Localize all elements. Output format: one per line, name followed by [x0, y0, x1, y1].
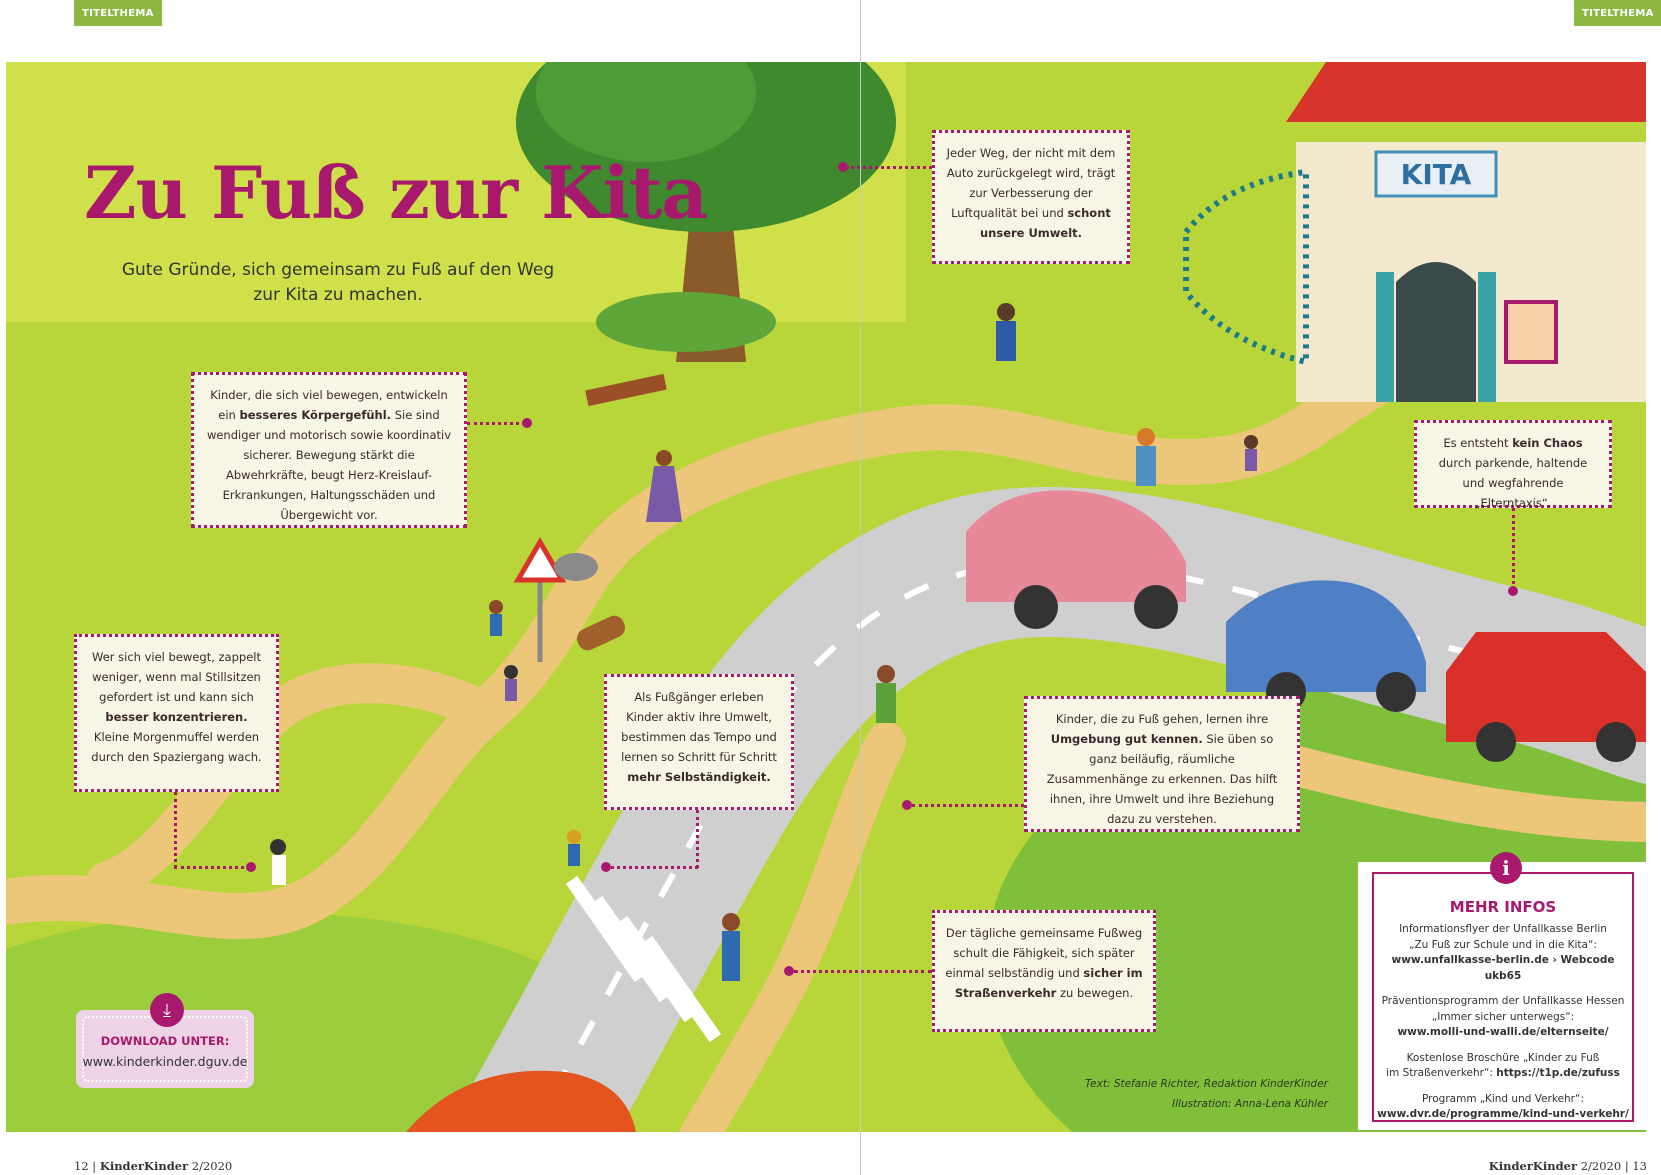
entry-link[interactable]: www.unfallkasse-berlin.de › Webcode ukb65 [1391, 954, 1615, 982]
entry-link[interactable]: https://t1p.de/zufuss [1496, 1067, 1620, 1079]
kita-door [1396, 262, 1476, 402]
page-subtitle: Gute Gründe, sich gemeinsam zu Fuß auf den Weg zur Kita zu machen. [121, 260, 555, 305]
fact-highlight: mehr Selbständigkeit. [627, 770, 771, 784]
download-icon: ⤓ [150, 993, 184, 1027]
rock [554, 553, 598, 581]
connector-line [1512, 508, 1515, 590]
connector-dot [838, 162, 848, 172]
separator: | [1624, 1159, 1629, 1173]
entry-link[interactable]: www.molli-und-walli.de/elternseite/ [1397, 1026, 1609, 1038]
fact-box-independence [604, 674, 794, 810]
fact-text: Der tägliche gemeinsame Fußweg schult die Fähigkeit, sich später einmal selbständig und [945, 926, 1143, 980]
section-tag-left: TITELTHEMA [74, 0, 162, 26]
fact-text: Kinder, die sich viel bewegen, entwickeln ein [210, 388, 448, 422]
entry-line: Präventionsprogramm der Unfallkasse Hessen [1381, 995, 1625, 1007]
entry-line: Programm „Kind und Verkehr“: [1422, 1092, 1584, 1105]
download-heading: DOWNLOAD UNTER: [100, 1034, 230, 1048]
fact-highlight: Umgebung gut kennen. [1050, 732, 1203, 746]
connector-dot [601, 862, 611, 872]
magazine-name: KinderKinder [1488, 1159, 1578, 1173]
fact-box-concentration [74, 634, 279, 792]
fact-text: Sie üben so ganz beiläufig, räumliche Zusammenhänge zu erkennen. Das hilft ihnen, ihre Umwelt und ihre Beziehung dazu zu verstehen. [1046, 732, 1278, 826]
more-info-entry [1372, 994, 1634, 1041]
entry-line: „Immer sicher unterwegs“: [1431, 1010, 1575, 1023]
fact-text: Wer sich viel bewegt, zappelt weniger, wenn mal Stillsitzen gefordert ist und kann sich [92, 650, 261, 704]
connector-line [696, 810, 699, 868]
fact-highlight: schont unsere Umwelt. [979, 206, 1111, 240]
connector-line [606, 866, 698, 869]
more-info-entry [1372, 1092, 1634, 1123]
download-link[interactable]: www.kinderkinder.dguv.de [82, 1054, 248, 1069]
page-number: 13 [1632, 1159, 1647, 1173]
fact-text: Sie sind wendiger und motorisch sowie koordinativ sicherer. Bewegung stärkt die Abwehrkräfte, beugt Herz-Kreislauf-Erkrankungen, Haltungsschäden und Übergewicht vor. [206, 408, 452, 522]
fact-text: Kleine Morgenmuffel werden durch den Spaziergang wach. [91, 730, 262, 764]
connector-line [912, 804, 1024, 807]
more-info-title: MEHR INFOS [1449, 898, 1557, 916]
footer-right [1489, 1159, 1647, 1173]
entry-link[interactable]: www.dvr.de/programme/kind-und-verkehr/ [1377, 1108, 1629, 1120]
fact-box-surroundings [1024, 696, 1300, 832]
connector-dot [784, 966, 794, 976]
connector-dot [902, 800, 912, 810]
entry-line: „Zu Fuß zur Schule und in die Kita“: [1409, 938, 1597, 951]
section-tag-right: TITELTHEMA [1574, 0, 1661, 26]
issue-number: 2/2020 [1580, 1159, 1622, 1173]
entry-line: Kostenlose Broschüre „Kinder zu Fuß [1406, 1051, 1600, 1064]
bush [596, 292, 776, 352]
fact-text: Jeder Weg, der nicht mit dem Auto zurückgelegt wird, trägt zur Verbesserung der Luftqualität bei und [946, 146, 1116, 220]
fact-text: durch parkende, haltende und wegfahrende „Elterntaxis“. [1438, 456, 1588, 510]
entry-line: im Straßenverkehr“: [1386, 1067, 1497, 1079]
connector-line [174, 792, 177, 868]
text-credit: Text: Stefanie Richter, Redaktion KinderKinder [1085, 1078, 1328, 1090]
connector-line [174, 866, 250, 869]
connector-dot [1508, 586, 1518, 596]
info-icon: i [1490, 852, 1522, 884]
page-title: Zu Fuß zur Kita [84, 150, 708, 235]
connector-line [794, 970, 932, 973]
fact-box-no-chaos [1414, 420, 1612, 508]
separator: | [92, 1159, 97, 1173]
fact-highlight: kein Chaos [1512, 436, 1583, 450]
kita-window [1506, 302, 1556, 362]
page-number: 12 [74, 1159, 89, 1173]
fact-text: Als Fußgänger erleben Kinder aktiv ihre Umwelt, bestimmen das Tempo und lernen so Schritt für Schritt [621, 690, 777, 764]
fact-text: zu bewegen. [1056, 986, 1134, 1000]
more-info-entry [1372, 922, 1634, 984]
page-spine [860, 0, 861, 1175]
magazine-name: KinderKinder [99, 1159, 189, 1173]
more-info-entry [1372, 1051, 1634, 1082]
issue-number: 2/2020 [191, 1159, 233, 1173]
connector-line [467, 422, 525, 425]
fact-text: Es entsteht [1443, 436, 1513, 450]
fact-text: Kinder, die zu Fuß gehen, lernen ihre [1055, 712, 1269, 726]
fact-box-environment [932, 130, 1130, 264]
fact-highlight: besser konzentrieren. [105, 710, 248, 724]
footer-left [74, 1159, 232, 1173]
more-info-list [1372, 922, 1634, 1133]
connector-line [846, 166, 932, 169]
entry-line: Informationsflyer der Unfallkasse Berlin [1399, 923, 1607, 935]
illustration-credit: Illustration: Anna-Lena Kühler [1172, 1098, 1328, 1110]
fact-box-body-awareness [191, 372, 467, 528]
fact-highlight: besseres Körpergefühl. [239, 408, 392, 422]
fact-box-traffic-safety [932, 910, 1156, 1032]
kita-sign-label: KITA [1400, 158, 1472, 191]
connector-dot [246, 862, 256, 872]
connector-dot [522, 418, 532, 428]
kita-roof [1286, 62, 1646, 122]
fact-highlight: sicher im Straßenverkehr [954, 966, 1143, 1000]
